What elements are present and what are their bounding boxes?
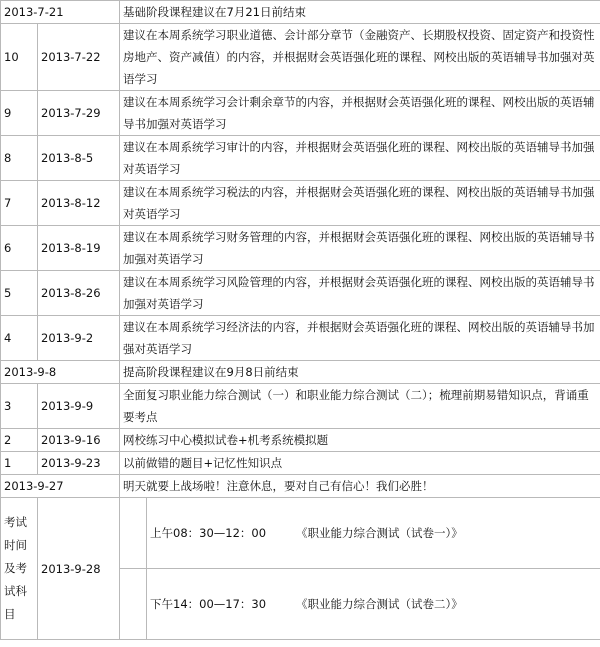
exam-label-cell: 考试时间及考试科目 <box>1 498 38 640</box>
exam-session-time <box>120 569 147 640</box>
content-cell: 全面复习职业能力综合测试（一）和职业能力综合测试（二）；梳理前期易错知识点，背诵重要考点 <box>120 384 600 429</box>
week-cell: 3 <box>1 384 38 429</box>
exam-date-cell: 2013-9-28 <box>38 498 120 640</box>
content-cell: 建议在本周系统学习财务管理的内容，并根据财会英语强化班的课程、网校出版的英语辅导书加强对英语学习 <box>120 226 600 271</box>
exam-session-time <box>120 498 147 569</box>
exam-time-morning: 上午08：30—12：00 <box>150 526 267 540</box>
date-cell: 2013-7-29 <box>38 91 120 136</box>
content-cell: 网校练习中心模拟试卷+机考系统模拟题 <box>120 429 600 452</box>
date-cell: 2013-8-5 <box>38 136 120 181</box>
content-cell: 建议在本周系统学习税法的内容，并根据财会英语强化班的课程、网校出版的英语辅导书加强对英语学习 <box>120 181 600 226</box>
exam-time-afternoon: 下午14：00—17：30 <box>150 597 267 611</box>
week-cell: 5 <box>1 271 38 316</box>
exam-paper-two: 《职业能力综合测试（试卷二）》 <box>296 597 463 611</box>
table-row <box>1 271 600 316</box>
table-row <box>1 91 600 136</box>
week-cell: 2 <box>1 429 38 452</box>
date-cell: 2013-9-27 <box>1 475 120 498</box>
content-cell: 建议在本周系统学习风险管理的内容，并根据财会英语强化班的课程、网校出版的英语辅导书加强对英语学习 <box>120 271 600 316</box>
table-row <box>1 384 600 429</box>
content-cell: 基础阶段课程建议在7月21日前结束 <box>120 1 600 24</box>
content-cell: 建议在本周系统学习审计的内容，并根据财会英语强化班的课程、网校出版的英语辅导书加强对英语学习 <box>120 136 600 181</box>
week-cell: 6 <box>1 226 38 271</box>
table-row <box>1 181 600 226</box>
date-cell: 2013-7-22 <box>38 24 120 91</box>
date-cell: 2013-9-9 <box>38 384 120 429</box>
week-cell: 1 <box>1 452 38 475</box>
exam-paper-one: 《职业能力综合测试（试卷一）》 <box>296 526 463 540</box>
content-cell: 建议在本周系统学习会计剩余章节的内容，并根据财会英语强化班的课程、网校出版的英语辅导书加强对英语学习 <box>120 91 600 136</box>
week-cell: 10 <box>1 24 38 91</box>
table-row <box>1 452 600 475</box>
content-cell: 以前做错的题目+记忆性知识点 <box>120 452 600 475</box>
table-row <box>1 316 600 361</box>
week-cell: 4 <box>1 316 38 361</box>
table-row <box>1 226 600 271</box>
table-row <box>1 1 600 24</box>
content-cell: 提高阶段课程建议在9月8日前结束 <box>120 361 600 384</box>
week-cell: 9 <box>1 91 38 136</box>
date-cell: 2013-9-23 <box>38 452 120 475</box>
exam-session-cell <box>147 569 600 640</box>
table-row <box>1 24 600 91</box>
date-cell: 2013-9-8 <box>1 361 120 384</box>
date-cell: 2013-8-19 <box>38 226 120 271</box>
date-cell: 2013-8-12 <box>38 181 120 226</box>
date-cell: 2013-9-16 <box>38 429 120 452</box>
week-cell: 8 <box>1 136 38 181</box>
date-cell: 2013-9-2 <box>38 316 120 361</box>
table-row <box>1 136 600 181</box>
exam-row <box>1 498 600 569</box>
week-cell: 7 <box>1 181 38 226</box>
exam-session-cell <box>147 498 600 569</box>
table-row <box>1 361 600 384</box>
content-cell: 建议在本周系统学习职业道德、会计部分章节（金融资产、长期股权投资、固定资产和投资性房地产、资产减值）的内容，并根据财会英语强化班的课程、网校出版的英语辅导书加强对英语学习 <box>120 24 600 91</box>
content-cell: 明天就要上战场啦！注意休息，要对自己有信心！我们必胜！ <box>120 475 600 498</box>
content-cell: 建议在本周系统学习经济法的内容，并根据财会英语强化班的课程、网校出版的英语辅导书加强对英语学习 <box>120 316 600 361</box>
table-row <box>1 429 600 452</box>
date-cell: 2013-7-21 <box>1 1 120 24</box>
date-cell: 2013-8-26 <box>38 271 120 316</box>
table-row <box>1 475 600 498</box>
